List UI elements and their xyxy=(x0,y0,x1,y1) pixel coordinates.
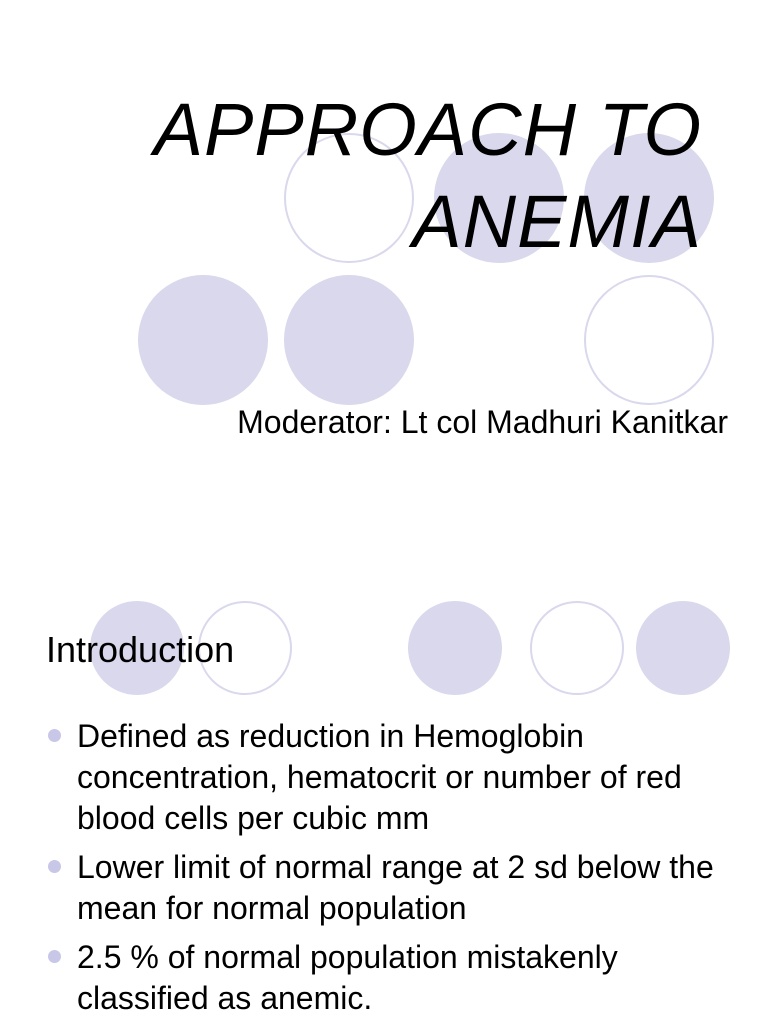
bullet-dot-icon xyxy=(48,860,61,873)
decorative-circle-outline xyxy=(530,601,624,695)
slide-heading: Introduction xyxy=(46,629,235,670)
bullet-text: Defined as reduction in Hemoglobin concentration, hematocrit or number of red blood cells per cubic mm xyxy=(77,718,682,836)
bullet-text: Lower limit of normal range at 2 sd below the mean for normal population xyxy=(77,849,714,926)
title-line-1: APPROACH TO xyxy=(153,88,702,171)
bullet-item xyxy=(46,847,736,929)
title-line-2: ANEMIA xyxy=(412,180,702,263)
bullet-text: 2.5 % of normal population mistakenly classified as anemic. xyxy=(77,939,618,1016)
bullet-dot-icon xyxy=(48,950,61,963)
slide-title xyxy=(154,84,702,268)
bullet-item xyxy=(46,716,736,839)
bullet-item xyxy=(46,937,736,1019)
decorative-circle-filled xyxy=(636,601,730,695)
decorative-circle-outline xyxy=(584,275,714,405)
decorative-circle-filled xyxy=(138,275,268,405)
decorative-circle-filled xyxy=(284,275,414,405)
introduction-slide xyxy=(0,512,768,1024)
bullet-list xyxy=(46,716,736,1024)
decorative-circle-filled xyxy=(408,601,502,695)
bullet-dot-icon xyxy=(48,729,61,742)
moderator-subtitle: Moderator: Lt col Madhuri Kanitkar xyxy=(237,404,728,440)
